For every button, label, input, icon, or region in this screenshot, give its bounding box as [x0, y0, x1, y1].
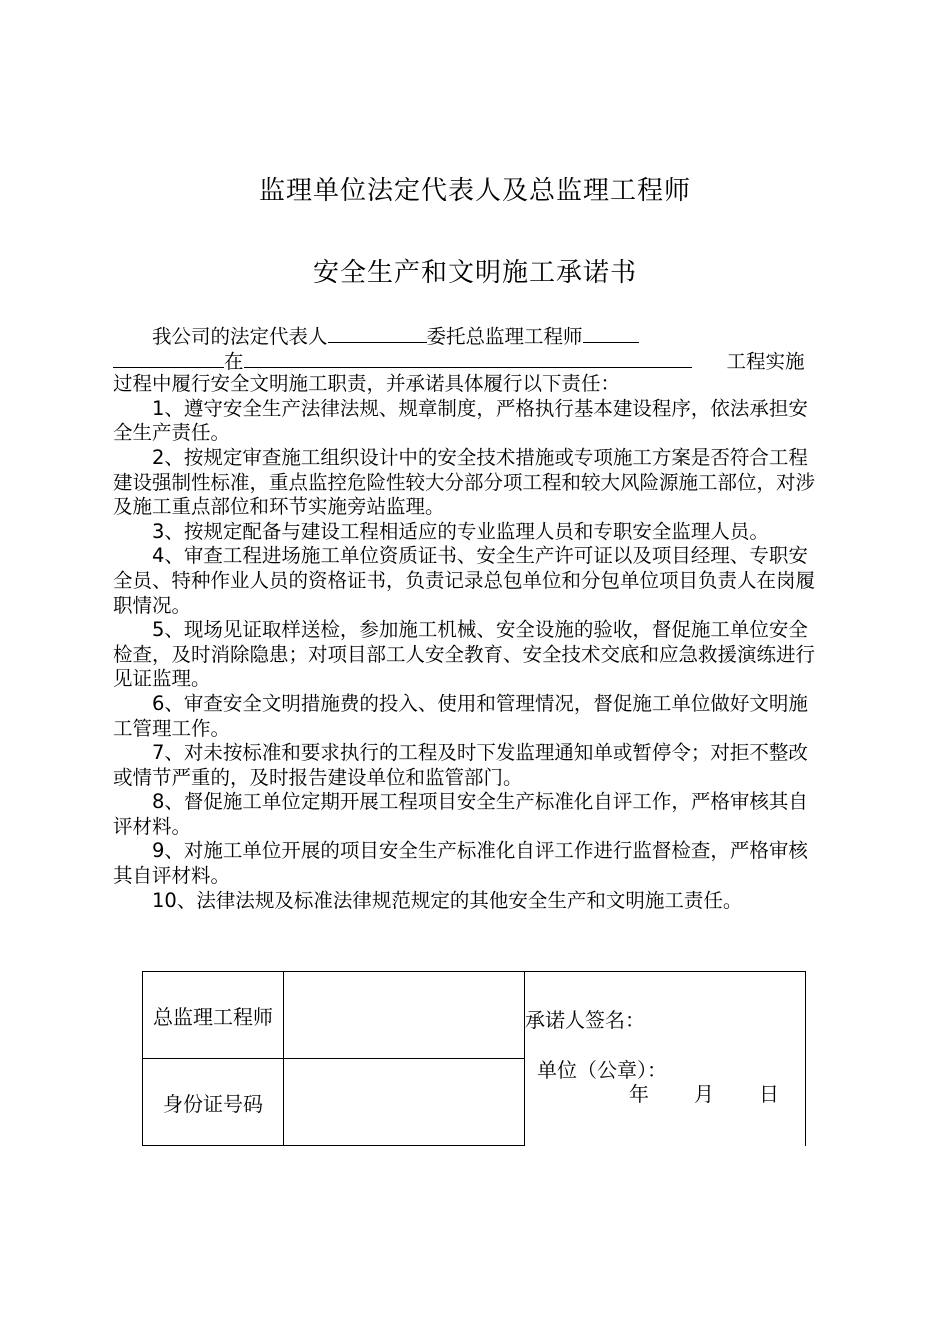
intro-text-2: 委托总监理工程师 [426, 325, 583, 348]
date-line [629, 1078, 779, 1107]
year-label: 年 [629, 1082, 649, 1106]
list-item: 5、现场见证取样送检，参加施工机械、安全设施的验收，督促施工单位安全检查，及时消除隐患；对项目部工人安全教育、安全技术交底和应急救援演练进行见证监理。 [113, 618, 816, 691]
chief-engineer-value-cell[interactable] [284, 972, 525, 1059]
list-item: 6、审查安全文明措施费的投入、使用和管理情况，督促施工单位做好文明施工管理工作。 [113, 691, 808, 740]
list-item: 1、遵守安全生产法律法规、规章制度，严格执行基本建设程序，依法承担安全生产责任。 [113, 396, 808, 445]
signature-cell[interactable] [525, 972, 806, 1146]
intro-text-4: 工程实施 [726, 349, 805, 373]
id-number-label: 身份证号码 [143, 1059, 284, 1146]
document-title: 监理单位法定代表人及总监理工程师 [258, 176, 691, 206]
day-label: 日 [759, 1082, 779, 1106]
intro-line-2 [113, 348, 825, 373]
intro-text-1: 我公司的法定代表人 [152, 325, 328, 348]
list-item: 9、对施工单位开展的项目安全生产标准化自评工作进行监督检查，严格审核其自评材料。 [113, 839, 808, 888]
list-item: 3、按规定配备与建设工程相适应的专业监理人员和专职安全监理人员。 [152, 519, 769, 543]
list-item: 7、对未按标准和要求执行的工程及时下发监理通知单或暂停令；对拒不整改或情节严重的，及时报告建设单位和监管部门。 [113, 741, 808, 789]
intro-text-3: 在 [224, 349, 244, 373]
list-item: 2、按规定审查施工组织设计中的安全技术措施或专项施工方案是否符合工程建设强制性标准，重点监控危险性较大分部分项工程和较大风险源施工部位，对涉及施工重点部位和环节实施旁站监理。 [113, 445, 816, 519]
unit-seal-label: 单位（公章）： [537, 1058, 667, 1082]
chief-engineer-blank-start[interactable] [583, 323, 639, 343]
list-item: 4、审查工程进场施工单位资质证书、安全生产许可证以及项目经理、专职安全员、特种作业人员的资格证书，负责记录总包单位和分包单位项目负责人在岗履职情况。 [113, 544, 816, 617]
list-item: 8、督促施工单位定期开展工程项目安全生产标准化自评工作，严格审核其自评材料。 [113, 790, 808, 838]
list-item: 10、法律法规及标准法律规范规定的其他安全生产和文明施工责任。 [152, 888, 743, 912]
signature-table [142, 971, 806, 1146]
intro-line-3: 过程中履行安全文明施工职责，并承诺具体履行以下责任： [113, 372, 621, 396]
project-name-blank[interactable] [244, 348, 692, 368]
chief-engineer-blank-end[interactable] [113, 348, 224, 368]
month-label: 月 [694, 1082, 714, 1106]
chief-engineer-label: 总监理工程师 [143, 972, 284, 1059]
document-subtitle: 安全生产和文明施工承诺书 [312, 258, 637, 288]
legal-rep-blank[interactable] [328, 323, 427, 343]
intro-line-1 [113, 323, 825, 348]
document-body [113, 323, 825, 913]
id-number-value-cell[interactable] [284, 1059, 525, 1146]
signer-label: 承诺人签名： [525, 1008, 645, 1032]
